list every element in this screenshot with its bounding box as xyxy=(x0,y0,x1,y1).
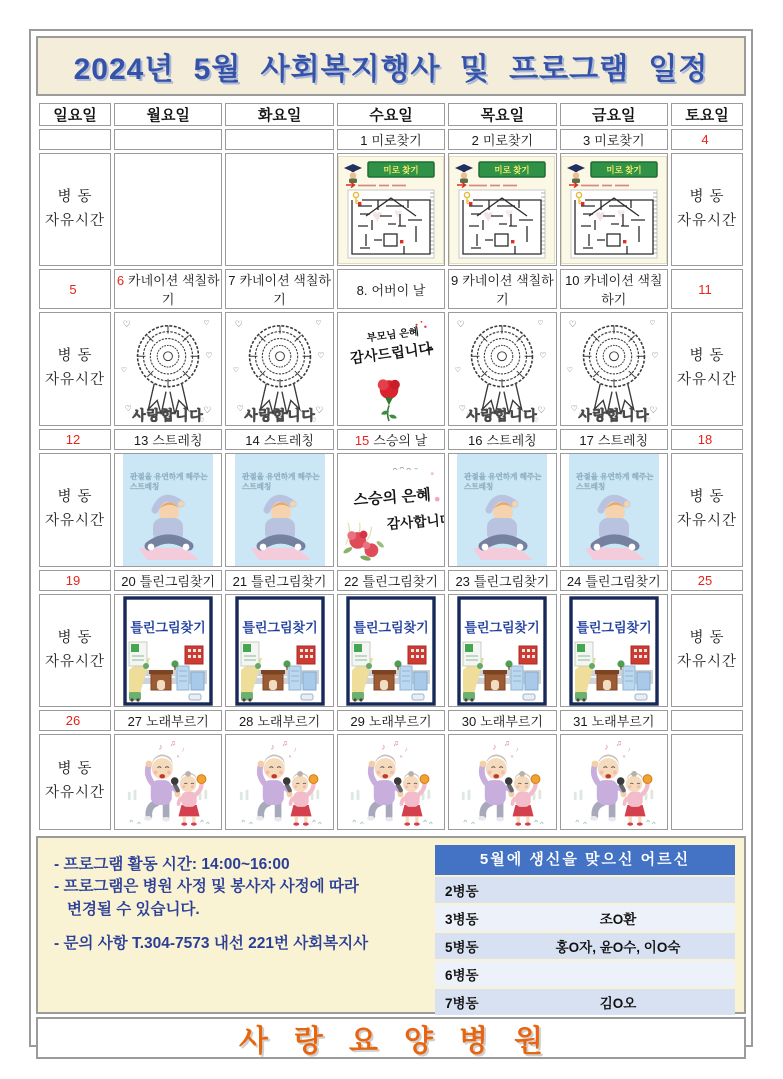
ward-free-line1: 병 동 xyxy=(57,489,93,506)
week4-content-row xyxy=(39,594,743,707)
ward-free-line2: 자유시간 xyxy=(676,372,738,388)
date-label: 미로찾기 xyxy=(594,133,645,148)
ward-label: 3병동 xyxy=(445,912,479,927)
ward-free-cell xyxy=(39,734,111,830)
date-number: 11 xyxy=(698,281,712,297)
date-label: 카네이션 색칠하기 xyxy=(583,273,663,307)
week2-content-row xyxy=(39,312,743,426)
birthday-names: 조O환 xyxy=(599,912,637,927)
date-label: 스트레칭 xyxy=(486,433,537,448)
ward-free-cell xyxy=(39,312,111,426)
date-label: 카네이션 색칠하기 xyxy=(128,273,220,307)
date-label: 노래부르기 xyxy=(591,714,655,729)
ward-free-line1: 병 동 xyxy=(57,188,93,205)
date-label: 미로찾기 xyxy=(482,133,534,148)
date-label: 틀린그림찾기 xyxy=(473,574,550,589)
singing-artwork xyxy=(458,736,546,828)
birthday-row xyxy=(435,989,735,1015)
date-number: 10 xyxy=(565,273,580,288)
date-cell xyxy=(39,269,111,309)
date-label: 틀린그림찾기 xyxy=(251,574,327,589)
date-number: 26 xyxy=(65,713,81,728)
ward-free-cell xyxy=(671,153,743,266)
week4-date-row xyxy=(39,570,743,591)
date-cell xyxy=(671,570,743,591)
ward-label: 2병동 xyxy=(445,884,479,899)
date-cell xyxy=(448,710,556,731)
spot-difference-artwork xyxy=(235,596,325,706)
date-cell xyxy=(225,570,333,591)
ward-free-cell xyxy=(671,312,743,426)
stretching-artwork xyxy=(235,454,325,566)
date-number: 17 xyxy=(579,433,594,448)
stretching-artwork xyxy=(123,454,213,566)
ward-free-line1: 병 동 xyxy=(57,348,93,365)
poster-title: 2024년 5월 사회복지행사 및 프로그램 일정 xyxy=(73,53,709,86)
carnation-coloring-artwork xyxy=(228,313,332,425)
birthday-row xyxy=(435,933,735,959)
singing-artwork xyxy=(347,736,435,828)
date-label: 스트레칭 xyxy=(263,433,314,448)
date-number: 12 xyxy=(65,432,81,447)
date-number: 3 xyxy=(583,133,591,148)
date-cell xyxy=(337,710,445,731)
date-number: 21 xyxy=(232,574,248,589)
ward-free-cell xyxy=(39,453,111,567)
date-number: 9 xyxy=(450,273,459,288)
empty-cell xyxy=(114,153,222,266)
weekday-monday: 월요일 xyxy=(114,103,222,126)
stretching-artwork xyxy=(457,454,547,566)
date-cell xyxy=(114,710,222,731)
date-cell xyxy=(448,570,556,591)
carnation-coloring-artwork xyxy=(450,313,554,425)
weekday-saturday: 토요일 xyxy=(671,103,743,126)
event-image-cell xyxy=(337,734,445,830)
ward-free-line2: 자유시간 xyxy=(676,653,738,670)
singing-artwork xyxy=(570,736,658,828)
date-number: 31 xyxy=(573,714,588,729)
event-image-cell xyxy=(114,734,222,830)
carnation-coloring-artwork xyxy=(116,313,220,425)
weekday-thursday: 목요일 xyxy=(448,103,556,126)
date-cell xyxy=(671,269,743,309)
ward-label: 7병동 xyxy=(445,996,479,1011)
hospital-name-bar xyxy=(36,1017,746,1059)
ward-free-line1: 병 동 xyxy=(689,348,725,365)
date-number: 1 xyxy=(360,133,368,148)
event-image-cell xyxy=(225,453,333,567)
event-image-cell xyxy=(114,453,222,567)
ward-free-cell xyxy=(39,153,111,266)
date-number: 16 xyxy=(468,433,483,448)
date-cell xyxy=(337,269,445,309)
date-cell xyxy=(448,129,556,150)
date-cell xyxy=(560,129,668,150)
program-notes xyxy=(38,838,435,1012)
ward-free-line2: 자유시간 xyxy=(676,513,738,529)
date-cell xyxy=(225,710,333,731)
weekday-friday: 금요일 xyxy=(560,103,668,126)
spot-difference-artwork xyxy=(569,596,659,706)
date-label: 틀린그림찾기 xyxy=(362,574,438,589)
date-number: 29 xyxy=(350,714,365,729)
date-cell xyxy=(114,129,222,150)
ward-free-line1: 병 동 xyxy=(689,629,725,646)
date-cell xyxy=(39,129,111,150)
week1-content-row xyxy=(39,153,743,266)
event-image-cell xyxy=(225,312,333,426)
note-line: - 프로그램 활동 시간: 14:00~16:00 xyxy=(54,856,290,873)
event-image-cell xyxy=(448,312,556,426)
date-label: 틀린그림찾기 xyxy=(585,574,661,589)
date-number: 14 xyxy=(245,433,260,448)
date-cell xyxy=(560,269,668,309)
event-image-cell xyxy=(448,153,556,266)
poster-title-box xyxy=(36,36,746,96)
hospital-name: 사랑요양병원 xyxy=(239,1025,569,1058)
parents-day-artwork xyxy=(339,313,443,425)
date-number: 4 xyxy=(701,132,709,147)
date-cell xyxy=(560,710,668,731)
date-cell xyxy=(114,269,222,309)
date-number: 15 xyxy=(354,433,370,448)
date-label: 카네이션 색칠하기 xyxy=(462,273,554,307)
week3-content-row xyxy=(39,453,743,567)
teachers-day-artwork xyxy=(338,456,445,564)
birthday-table-title: 5월에 생신을 맞으신 어르신 xyxy=(435,845,735,875)
event-image-cell xyxy=(560,453,668,567)
date-cell xyxy=(114,429,222,450)
maze-artwork xyxy=(449,156,555,264)
singing-artwork xyxy=(236,736,324,828)
date-number: 20 xyxy=(121,574,136,589)
ward-free-cell xyxy=(39,594,111,707)
date-cell xyxy=(671,129,743,150)
week1-date-row xyxy=(39,129,743,150)
weekday-header-row xyxy=(39,103,743,126)
ward-label: 5병동 xyxy=(445,940,479,955)
date-cell xyxy=(225,429,333,450)
date-label: 노래부르기 xyxy=(368,714,432,729)
event-image-cell xyxy=(225,594,333,707)
date-label: 스트레칭 xyxy=(597,433,649,448)
date-label: 어버이 날 xyxy=(371,282,426,298)
event-image-cell xyxy=(448,453,556,567)
stretching-artwork xyxy=(569,454,659,566)
event-image-cell xyxy=(560,734,668,830)
date-number: 8. xyxy=(356,282,368,298)
date-number: 28 xyxy=(238,714,254,729)
date-label: 미로찾기 xyxy=(371,133,422,148)
empty-cell xyxy=(225,153,333,266)
date-cell xyxy=(671,710,743,731)
date-label: 노래부르기 xyxy=(257,714,321,729)
ward-free-line2: 자유시간 xyxy=(676,212,738,229)
event-image-cell xyxy=(225,734,333,830)
carnation-coloring-artwork xyxy=(562,313,666,425)
date-cell xyxy=(560,570,668,591)
date-label: 카네이션 색칠하기 xyxy=(239,273,331,307)
birthday-names: 홍O자, 윤O수, 이O숙 xyxy=(555,940,681,955)
date-number: 30 xyxy=(461,714,477,729)
birthday-row xyxy=(435,905,735,931)
date-number: 18 xyxy=(697,432,713,447)
date-cell xyxy=(337,129,445,150)
ward-free-line1: 병 동 xyxy=(57,761,93,778)
event-image-cell xyxy=(114,312,222,426)
birthday-names: 김O오 xyxy=(599,996,637,1011)
note-line: 변경될 수 있습니다. xyxy=(67,900,200,918)
event-image-cell xyxy=(337,453,445,567)
ward-free-line1: 병 동 xyxy=(57,629,93,646)
date-cell xyxy=(225,269,333,309)
week2-date-row xyxy=(39,269,743,309)
week3-date-row xyxy=(39,429,743,450)
maze-artwork xyxy=(561,156,667,264)
event-image-cell xyxy=(560,312,668,426)
date-label: 틀린그림찾기 xyxy=(139,574,216,589)
ward-free-line1: 병 동 xyxy=(689,489,725,506)
event-image-cell xyxy=(337,312,445,426)
event-image-cell xyxy=(337,594,445,707)
event-image-cell xyxy=(114,594,222,707)
date-number: 6 xyxy=(116,273,125,288)
date-cell xyxy=(448,429,556,450)
maze-artwork xyxy=(338,156,444,264)
date-cell xyxy=(114,570,222,591)
date-cell xyxy=(225,129,333,150)
date-number: 2 xyxy=(471,133,479,148)
note-line: - 프로그램은 병원 사정 및 봉사자 사정에 따라 xyxy=(54,878,359,896)
date-label: 노래부르기 xyxy=(480,714,543,729)
ward-free-line1: 병 동 xyxy=(689,188,725,205)
date-number: 27 xyxy=(127,714,143,729)
spot-difference-artwork xyxy=(457,596,547,706)
date-label: 스트레칭 xyxy=(152,433,203,448)
date-cell xyxy=(337,429,445,450)
date-cell xyxy=(448,269,556,309)
empty-cell xyxy=(671,734,743,830)
date-cell xyxy=(39,570,111,591)
event-image-cell xyxy=(448,594,556,707)
birthday-row xyxy=(435,961,735,987)
date-number: 19 xyxy=(65,573,81,588)
ward-free-line2: 자유시간 xyxy=(44,785,106,801)
week5-content-row xyxy=(39,734,743,830)
ward-free-line2: 자유시간 xyxy=(44,653,106,670)
singing-artwork xyxy=(124,736,212,828)
weekday-sunday: 일요일 xyxy=(39,103,111,126)
event-image-cell xyxy=(337,153,445,266)
calendar-table xyxy=(36,100,746,833)
event-image-cell xyxy=(560,153,668,266)
date-number: 22 xyxy=(344,574,359,589)
date-cell xyxy=(39,429,111,450)
date-label: 노래부르기 xyxy=(146,714,209,729)
birthday-names xyxy=(501,961,735,987)
event-image-cell xyxy=(560,594,668,707)
date-number: 7 xyxy=(228,273,236,288)
weekday-wednesday: 수요일 xyxy=(337,103,445,126)
date-number: 24 xyxy=(566,574,582,589)
date-label: 스승의 날 xyxy=(373,433,428,448)
weekday-tuesday: 화요일 xyxy=(225,103,333,126)
ward-free-line2: 자유시간 xyxy=(44,513,106,529)
date-number: 13 xyxy=(133,433,149,448)
date-number: 23 xyxy=(455,574,470,589)
birthday-names xyxy=(501,877,735,903)
calendar-poster-sheet xyxy=(29,29,753,1058)
date-cell xyxy=(560,429,668,450)
date-number: 5 xyxy=(69,281,77,297)
week5-date-row xyxy=(39,710,743,731)
date-cell xyxy=(337,570,445,591)
date-cell xyxy=(39,710,111,731)
ward-free-cell xyxy=(671,594,743,707)
note-line: - 문의 사항 T.304-7573 내선 221번 사회복지사 xyxy=(54,935,369,953)
date-number: 25 xyxy=(697,573,713,588)
notes-section xyxy=(36,836,746,1014)
event-image-cell xyxy=(448,734,556,830)
spot-difference-artwork xyxy=(346,596,436,706)
birthday-row xyxy=(435,877,735,903)
ward-free-cell xyxy=(671,453,743,567)
ward-free-line2: 자유시간 xyxy=(44,212,106,229)
birthday-table xyxy=(435,845,735,1011)
date-cell xyxy=(671,429,743,450)
ward-free-line2: 자유시간 xyxy=(44,372,106,388)
spot-difference-artwork xyxy=(123,596,213,706)
ward-label: 6병동 xyxy=(445,968,479,983)
